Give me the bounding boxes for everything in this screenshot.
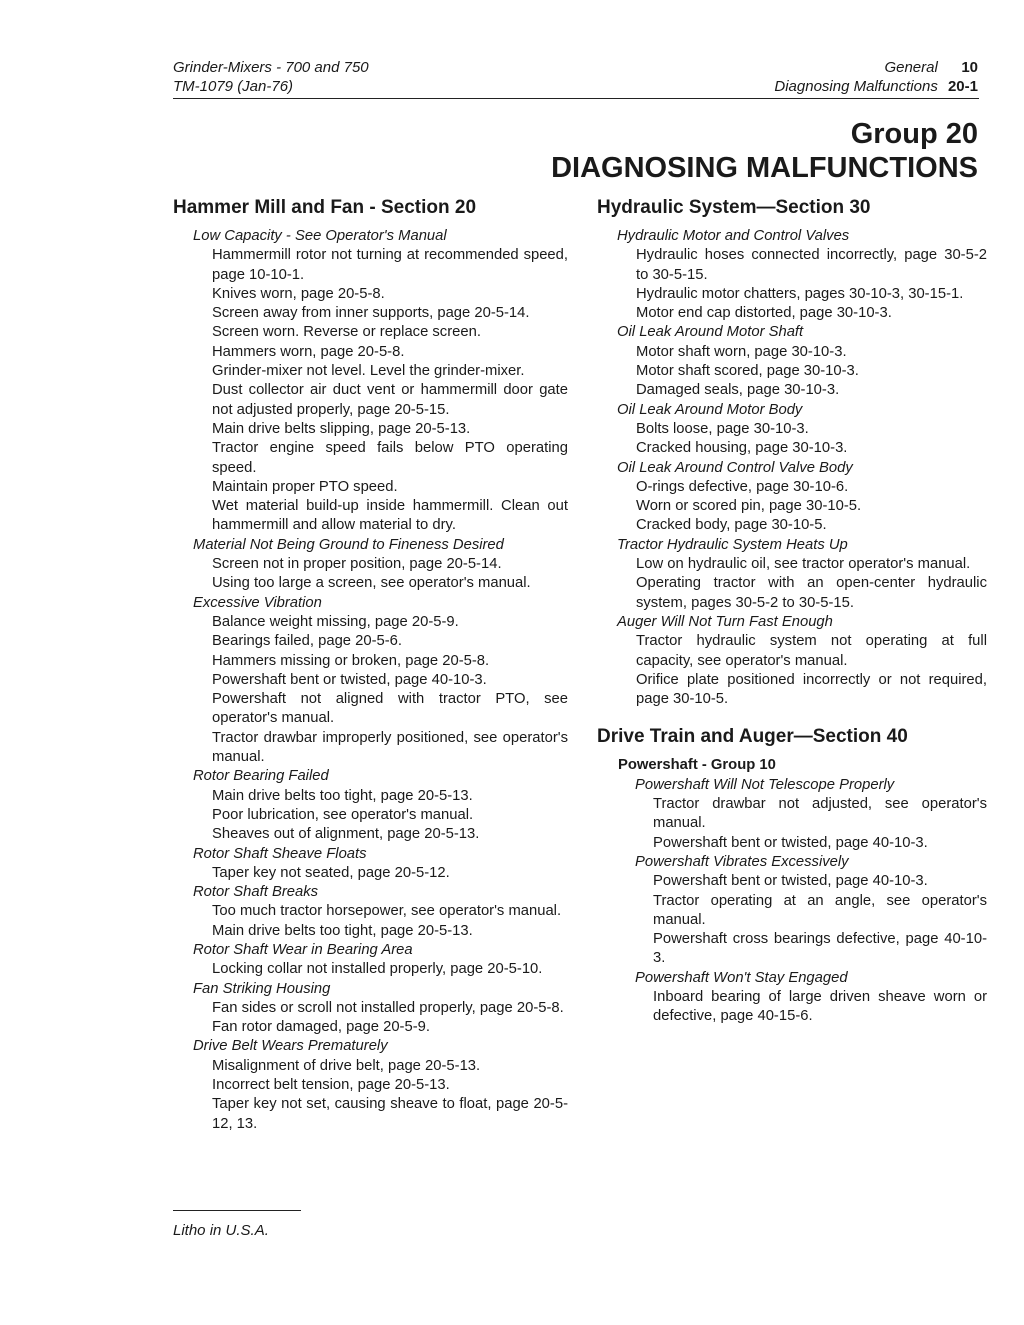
footer-litho: Litho in U.S.A. xyxy=(173,1222,269,1239)
cause-item: Tractor hydraulic system not operating at full capacity, see operator's manual. xyxy=(636,633,987,669)
cause-item: Tractor drawbar improperly positioned, see operator's manual. xyxy=(212,729,568,766)
section-number: 10 xyxy=(961,59,978,76)
cause-item: Hydraulic hoses connected incorrectly, page 30-5-2 to 30-5-15. xyxy=(636,247,987,283)
cause-item: Using too large a screen, see operator's manual. xyxy=(212,575,531,592)
group-name: Diagnosing Malfunctions xyxy=(774,78,938,95)
cause-item: Grinder-mixer not level. Level the grinder-mixer. xyxy=(212,363,525,380)
group-name-title: DIAGNOSING MALFUNCTIONS xyxy=(551,152,978,184)
cause-item: Hammermill rotor not turning at recommended speed, page 10-10-1. xyxy=(212,247,568,283)
cause-item: Hammers worn, page 20-5-8. xyxy=(212,343,405,360)
cause-item: Main drive belts too tight, page 20-5-13. xyxy=(212,787,473,804)
cause-item: Powershaft not aligned with tractor PTO, see operator's manual. xyxy=(212,691,568,727)
symptom-heading: Tractor Hydraulic System Heats Up xyxy=(617,536,848,553)
cause-item: Motor end cap distorted, page 30-10-3. xyxy=(636,305,892,322)
cause-item: Screen away from inner supports, page 20-5-14. xyxy=(212,305,530,322)
hammer-mill-list xyxy=(173,227,568,1134)
symptom-heading: Fan Striking Housing xyxy=(193,980,331,997)
symptom-heading: Auger Will Not Turn Fast Enough xyxy=(617,613,833,630)
symptom-heading: Rotor Shaft Sheave Floats xyxy=(193,845,367,862)
section-heading-hammer-mill: Hammer Mill and Fan - Section 20 xyxy=(173,197,477,218)
cause-item: Tractor operating at an angle, see operator's manual. xyxy=(653,892,987,928)
right-column xyxy=(597,196,987,1027)
cause-item: Locking collar not installed properly, page 20-5-10. xyxy=(212,961,543,978)
cause-item: Tractor engine speed fails below PTO operating speed. xyxy=(212,440,568,476)
cause-item: Poor lubrication, see operator's manual. xyxy=(212,806,474,823)
subheading-powershaft: Powershaft - Group 10 xyxy=(618,757,776,774)
cause-item: Taper key not seated, page 20-5-12. xyxy=(212,864,450,881)
symptom-heading: Low Capacity - See Operator's Manual xyxy=(193,228,447,244)
running-header-left xyxy=(173,58,369,96)
cause-item: Screen worn. Reverse or replace screen. xyxy=(212,324,481,341)
manual-title: Grinder-Mixers - 700 and 750 xyxy=(173,59,369,76)
cause-item: Incorrect belt tension, page 20-5-13. xyxy=(212,1077,450,1094)
cause-item: Cracked housing, page 30-10-3. xyxy=(636,440,848,457)
page-title xyxy=(551,117,978,185)
cause-item: Misalignment of drive belt, page 20-5-13. xyxy=(212,1057,481,1074)
symptom-heading: Drive Belt Wears Prematurely xyxy=(193,1038,388,1055)
section-heading-drive-train: Drive Train and Auger—Section 40 xyxy=(597,726,908,748)
footer-rule xyxy=(173,1210,301,1211)
cause-item: Operating tractor with an open-center hydraulic system, pages 30-5-2 to 30-5-15. xyxy=(636,575,987,611)
cause-item: Motor shaft worn, page 30-10-3. xyxy=(636,343,847,360)
cause-item: Bolts loose, page 30-10-3. xyxy=(636,420,809,437)
symptom-heading: Hydraulic Motor and Control Valves xyxy=(617,228,850,244)
cause-item: Hydraulic motor chatters, pages 30-10-3, 30-15-1. xyxy=(636,285,964,302)
symptom-heading: Rotor Shaft Breaks xyxy=(193,884,319,901)
symptom-heading: Powershaft Vibrates Excessively xyxy=(635,853,849,870)
cause-item: Too much tractor horsepower, see operator's manual. xyxy=(212,903,562,920)
symptom-heading: Oil Leak Around Motor Shaft xyxy=(617,324,804,341)
symptom-heading: Powershaft Will Not Telescope Properly xyxy=(635,776,895,793)
left-column xyxy=(173,196,568,1134)
header-rule xyxy=(173,98,979,99)
cause-item: Fan sides or scroll not installed properly, page 20-5-8. xyxy=(212,999,564,1016)
section-label xyxy=(774,58,978,77)
cause-item: O-rings defective, page 30-10-6. xyxy=(636,478,849,495)
cause-item: Taper key not set, causing sheave to float, page 20-5-12, 13. xyxy=(212,1096,568,1132)
cause-item: Fan rotor damaged, page 20-5-9. xyxy=(212,1019,430,1036)
symptom-heading: Excessive Vibration xyxy=(193,594,322,611)
symptom-heading: Rotor Bearing Failed xyxy=(193,768,329,785)
group-number-title: Group 20 xyxy=(850,118,978,150)
cause-item: Hammers missing or broken, page 20-5-8. xyxy=(212,652,490,669)
cause-item: Powershaft bent or twisted, page 40-10-3. xyxy=(212,671,487,688)
cause-item: Orifice plate positioned incorrectly or not required, page 30-10-5. xyxy=(636,671,987,708)
running-header-right xyxy=(774,58,978,96)
page-number: 20-1 xyxy=(947,78,978,95)
symptom-heading: Oil Leak Around Control Valve Body xyxy=(617,459,853,476)
symptom-heading: Rotor Shaft Wear in Bearing Area xyxy=(193,941,413,958)
symptom-heading: Oil Leak Around Motor Body xyxy=(617,401,803,418)
cause-item: Worn or scored pin, page 30-10-5. xyxy=(636,498,862,515)
cause-item: Cracked body, page 30-10-5. xyxy=(636,517,827,534)
powershaft-list xyxy=(597,776,987,1027)
symptom-heading: Material Not Being Ground to Fineness Desired xyxy=(193,536,504,553)
cause-item: Tractor drawbar not adjusted, see operator's manual. xyxy=(653,796,987,832)
page-label xyxy=(774,77,978,96)
cause-item: Main drive belts slipping, page 20-5-13. xyxy=(212,420,471,437)
cause-item: Low on hydraulic oil, see tractor operator's manual. xyxy=(636,556,971,573)
cause-item: Inboard bearing of large driven sheave worn or defective, page 40-15-6. xyxy=(653,988,987,1025)
symptom-heading: Powershaft Won't Stay Engaged xyxy=(635,969,848,986)
cause-item: Screen not in proper position, page 20-5-14. xyxy=(212,556,502,573)
cause-item: Damaged seals, page 30-10-3. xyxy=(636,382,840,399)
cause-item: Bearings failed, page 20-5-6. xyxy=(212,633,403,650)
section-name: General xyxy=(884,59,938,76)
cause-item: Motor shaft scored, page 30-10-3. xyxy=(636,363,859,380)
cause-item: Sheaves out of alignment, page 20-5-13. xyxy=(212,826,480,843)
section-heading-hydraulic: Hydraulic System—Section 30 xyxy=(597,197,871,218)
cause-item: Main drive belts too tight, page 20-5-13. xyxy=(212,922,473,939)
cause-item: Knives worn, page 20-5-8. xyxy=(212,285,385,302)
cause-item: Powershaft bent or twisted, page 40-10-3. xyxy=(653,873,928,890)
cause-item: Balance weight missing, page 20-5-9. xyxy=(212,613,459,630)
cause-item: Wet material build-up inside hammermill. Clean out hammermill and allow material to dry. xyxy=(212,498,568,534)
cause-item: Dust collector air duct vent or hammermill door gate not adjusted properly, page 20-5-15. xyxy=(212,382,568,418)
cause-item: Maintain proper PTO speed. xyxy=(212,478,398,495)
cause-item: Powershaft bent or twisted, page 40-10-3. xyxy=(653,834,928,851)
cause-item: Powershaft cross bearings defective, page 40-10-3. xyxy=(653,931,987,967)
manual-number: TM-1079 (Jan-76) xyxy=(173,78,294,95)
hydraulic-list xyxy=(597,227,987,709)
